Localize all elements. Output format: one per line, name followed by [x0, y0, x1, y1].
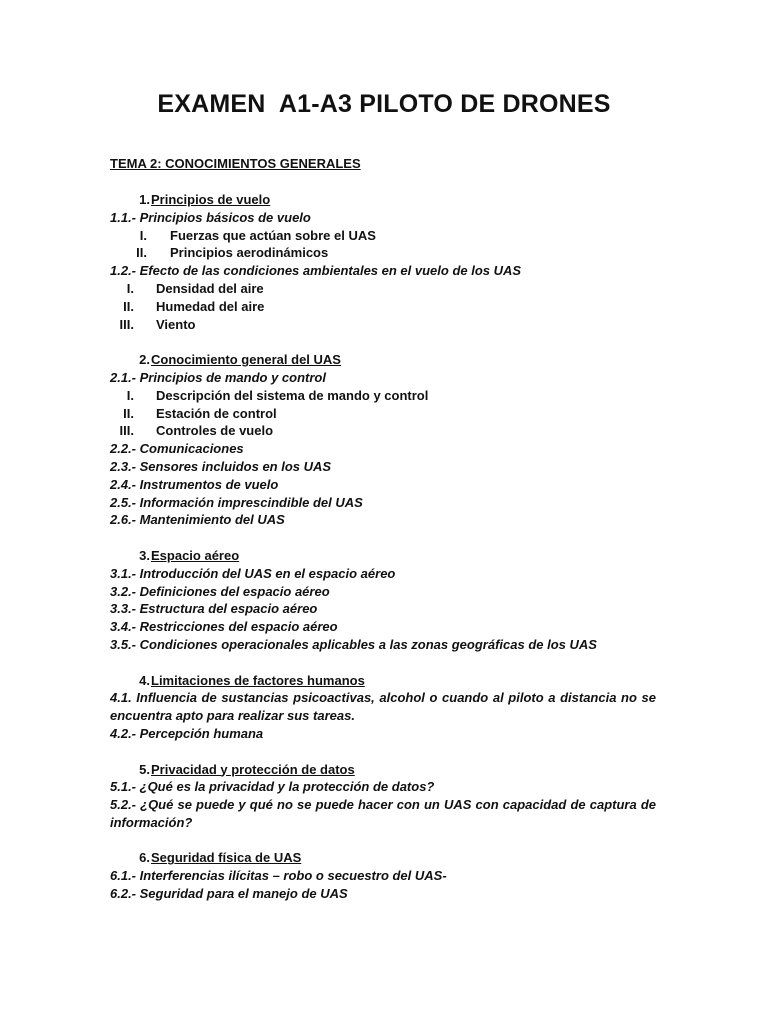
section-title: Limitaciones de factores humanos	[151, 672, 365, 688]
roman-list-item	[110, 405, 656, 423]
section-title: Principios de vuelo	[151, 192, 271, 207]
roman-numeral: I.	[139, 227, 147, 243]
roman-numeral: II.	[136, 245, 147, 261]
subtopic-item: 1.1.- Principios básicos de vuelo	[110, 209, 311, 225]
roman-numeral: III.	[119, 316, 134, 332]
section-number: 2.	[139, 352, 150, 368]
subtopic-item: 3.5.- Condiciones operacionales aplicables a las zonas geográficas de los UAS	[110, 636, 597, 652]
roman-list-item	[110, 227, 656, 245]
section-heading	[110, 351, 656, 369]
tema-heading: TEMA 2: CONOCIMIENTOS GENERALES	[110, 156, 361, 171]
roman-list-item	[110, 280, 656, 298]
section-3	[110, 547, 656, 654]
subtopic-item: 3.4.- Restricciones del espacio aéreo	[110, 619, 338, 635]
subtopic-item: 3.2.- Definiciones del espacio aéreo	[110, 583, 330, 599]
section-heading	[110, 191, 656, 209]
subtopic-item: 4.1. Influencia de sustancias psicoactivas, alcohol o cuando al piloto a distancia no se encuentra apto para realizar sus tareas.	[110, 690, 656, 724]
roman-item-text: Viento	[156, 316, 196, 332]
section-heading	[110, 761, 656, 779]
subtopic-item: 2.5.- Información imprescindible del UAS	[110, 494, 363, 510]
subtopic-item: 1.2.- Efecto de las condiciones ambientales en el vuelo de los UAS	[110, 263, 522, 279]
roman-list-item	[110, 298, 656, 316]
roman-numeral: II.	[123, 298, 134, 314]
roman-list-item	[110, 422, 656, 440]
section-6	[110, 849, 656, 902]
section-number: 1.	[139, 192, 150, 207]
section-number: 3.	[139, 547, 150, 563]
section-title: Privacidad y protección de datos	[151, 761, 355, 777]
roman-list-item	[110, 316, 656, 334]
roman-numeral: III.	[119, 423, 134, 439]
roman-item-text: Descripción del sistema de mando y control	[156, 387, 429, 403]
section-title: Conocimiento general del UAS	[151, 352, 341, 368]
roman-item-text: Estación de control	[156, 405, 277, 421]
section-heading	[110, 849, 656, 867]
subtopic-item: 2.6.- Mantenimiento del UAS	[110, 512, 285, 528]
section-number: 5.	[139, 761, 150, 777]
roman-item-text: Humedad del aire	[156, 298, 265, 314]
section-5	[110, 761, 656, 832]
roman-item-text: Controles de vuelo	[156, 423, 274, 439]
document-title: EXAMEN A1-A3 PILOTO DE DRONES	[157, 90, 611, 118]
subtopic-item: 6.2.- Seguridad para el manejo de UAS	[110, 886, 348, 902]
subtopic-item: 2.3.- Sensores incluidos en los UAS	[110, 458, 332, 474]
section-title: Seguridad física de UAS	[151, 850, 302, 866]
roman-item-text: Densidad del aire	[156, 280, 264, 296]
roman-numeral: I.	[126, 387, 134, 403]
subtopic-item: 5.1.- ¿Qué es la privacidad y la protección de datos?	[110, 779, 435, 795]
subtopic-item: 4.2.- Percepción humana	[110, 725, 264, 741]
section-4	[110, 672, 656, 743]
subtopic-item: 6.1.- Interferencias ilícitas – robo o secuestro del UAS-	[110, 868, 447, 884]
subtopic-item: 3.1.- Introducción del UAS en el espacio aéreo	[110, 565, 396, 581]
subtopic-item: 5.2.- ¿Qué se puede y qué no se puede hacer con un UAS con capacidad de captura de información?	[110, 797, 656, 830]
section-number: 6.	[139, 850, 150, 866]
section-title: Espacio aéreo	[151, 547, 240, 563]
section-1	[110, 191, 656, 333]
roman-numeral: II.	[123, 405, 134, 421]
section-number: 4.	[139, 672, 150, 688]
roman-numeral: I.	[126, 280, 134, 296]
roman-list-item	[110, 244, 656, 262]
subtopic-item: 3.3.- Estructura del espacio aéreo	[110, 601, 318, 617]
roman-item-text: Principios aerodinámicos	[170, 245, 329, 261]
roman-item-text: Fuerzas que actúan sobre el UAS	[170, 227, 376, 243]
syllabus-content	[110, 191, 656, 921]
section-heading	[110, 547, 656, 565]
subtopic-item: 2.4.- Instrumentos de vuelo	[110, 476, 279, 492]
subtopic-item: 2.2.- Comunicaciones	[110, 441, 244, 457]
section-2	[110, 351, 656, 529]
roman-list-item	[110, 387, 656, 405]
subtopic-item: 2.1.- Principios de mando y control	[110, 369, 326, 385]
section-heading	[110, 672, 656, 690]
